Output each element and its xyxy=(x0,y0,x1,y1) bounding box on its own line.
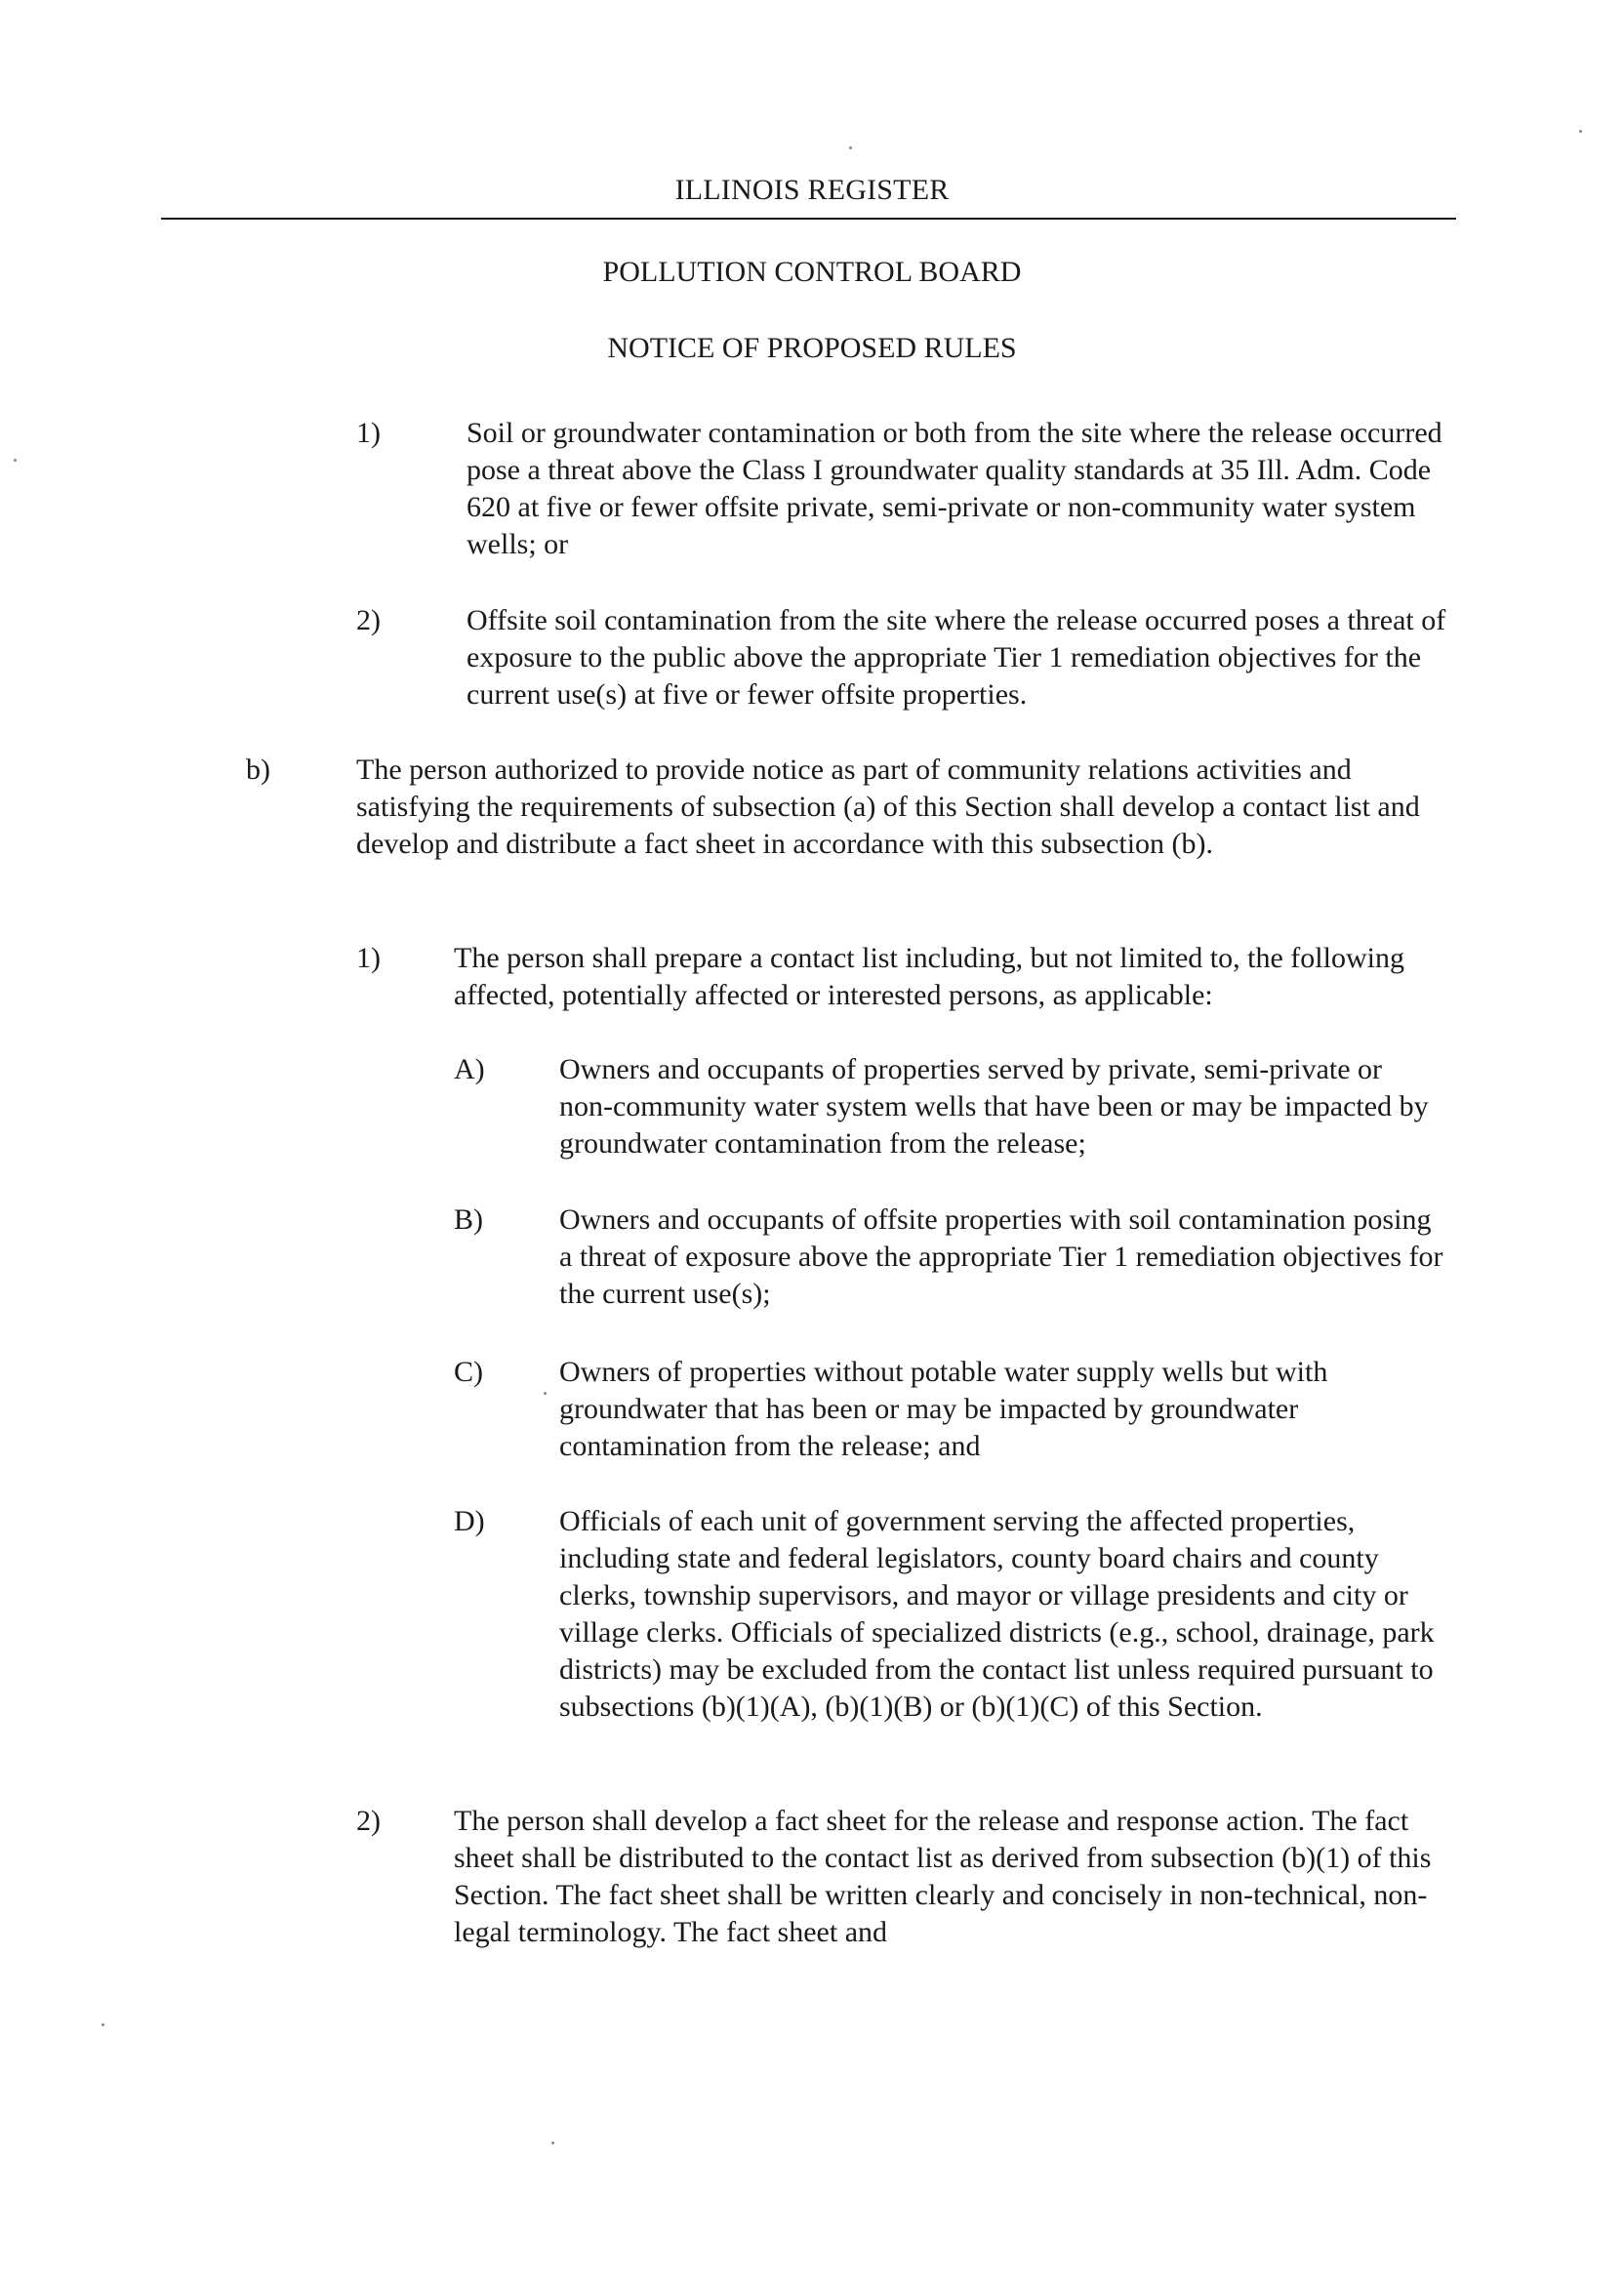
paragraph-b: The person authorized to provide notice as part of community relations activities and satisfying the requirements of subsection (a) of this Section shall develop a contact list and develop and distribute a fact sheet in accordance with this subsection (b). xyxy=(356,754,1420,860)
paragraph-b1b: Owners and occupants of offsite properties with soil contamination posing a threat of exposure above the appropriate Tier 1 remediation objectives for the current use(s); xyxy=(559,1203,1443,1310)
item-marker: 1) xyxy=(356,417,381,449)
paragraph-b1: The person shall prepare a contact list including, but not limited to, the following affected, potentially affected or interested persons, as applicable: xyxy=(454,942,1404,1011)
paragraph-b1c: Owners of properties without potable water supply wells but with groundwater that has been or may be impacted by groundwater contamination from the release; and xyxy=(559,1356,1328,1462)
item-marker: b) xyxy=(246,754,270,786)
scan-speck xyxy=(849,146,852,149)
paragraph-a1: Soil or groundwater contamination or both from the site where the release occurred pose a threat above the Class I groundwater quality standards at 35 Ill. Adm. Code 620 at five or fewer offsite private, semi-private or non-community water system wells; or xyxy=(467,417,1442,560)
item-marker: A) xyxy=(454,1053,485,1085)
item-marker: 2) xyxy=(356,1805,381,1837)
paragraph-a2: Offsite soil contamination from the site where the release occurred poses a threat of exposure to the public above the appropriate Tier 1 remediation objectives for the current use(s) at five or fewer offsite properties. xyxy=(467,604,1446,711)
scan-speck xyxy=(102,2023,104,2026)
scan-speck xyxy=(544,1392,547,1395)
item-marker: 1) xyxy=(356,942,381,974)
item-marker: D) xyxy=(454,1505,485,1537)
scan-speck xyxy=(1579,130,1582,133)
notice-heading: NOTICE OF PROPOSED RULES xyxy=(607,332,1017,364)
paragraph-b1d: Officials of each unit of government serving the affected properties, including state and federal legislators, county board chairs and county clerks, township supervisors, and mayor or village presidents and city or village clerks. Officials of specialized districts (e.g., school, drainage, park districts) may be excluded from the contact list unless required pursuant to subsections (b)(1)(A), (b)(1)(B) or (b)(1)(C) of this Section. xyxy=(559,1505,1435,1723)
register-title: ILLINOIS REGISTER xyxy=(674,174,950,206)
item-marker: 2) xyxy=(356,604,381,636)
paragraph-b1a: Owners and occupants of properties served by private, semi-private or non-community water system wells that have been or may be impacted by groundwater contamination from the release; xyxy=(559,1053,1429,1160)
header-divider xyxy=(161,218,1456,220)
agency-heading: POLLUTION CONTROL BOARD xyxy=(602,256,1022,288)
paragraph-b2: The person shall develop a fact sheet for the release and response action. The fact sheet shall be distributed to the contact list as derived from subsection (b)(1) of this Section. The fact sheet shall be written clearly and concisely in non-technical, non-legal terminology. The fact sheet and xyxy=(454,1805,1432,1948)
scan-speck xyxy=(14,459,17,462)
scan-speck xyxy=(551,2141,554,2144)
item-marker: B) xyxy=(454,1203,483,1236)
item-marker: C) xyxy=(454,1356,483,1388)
